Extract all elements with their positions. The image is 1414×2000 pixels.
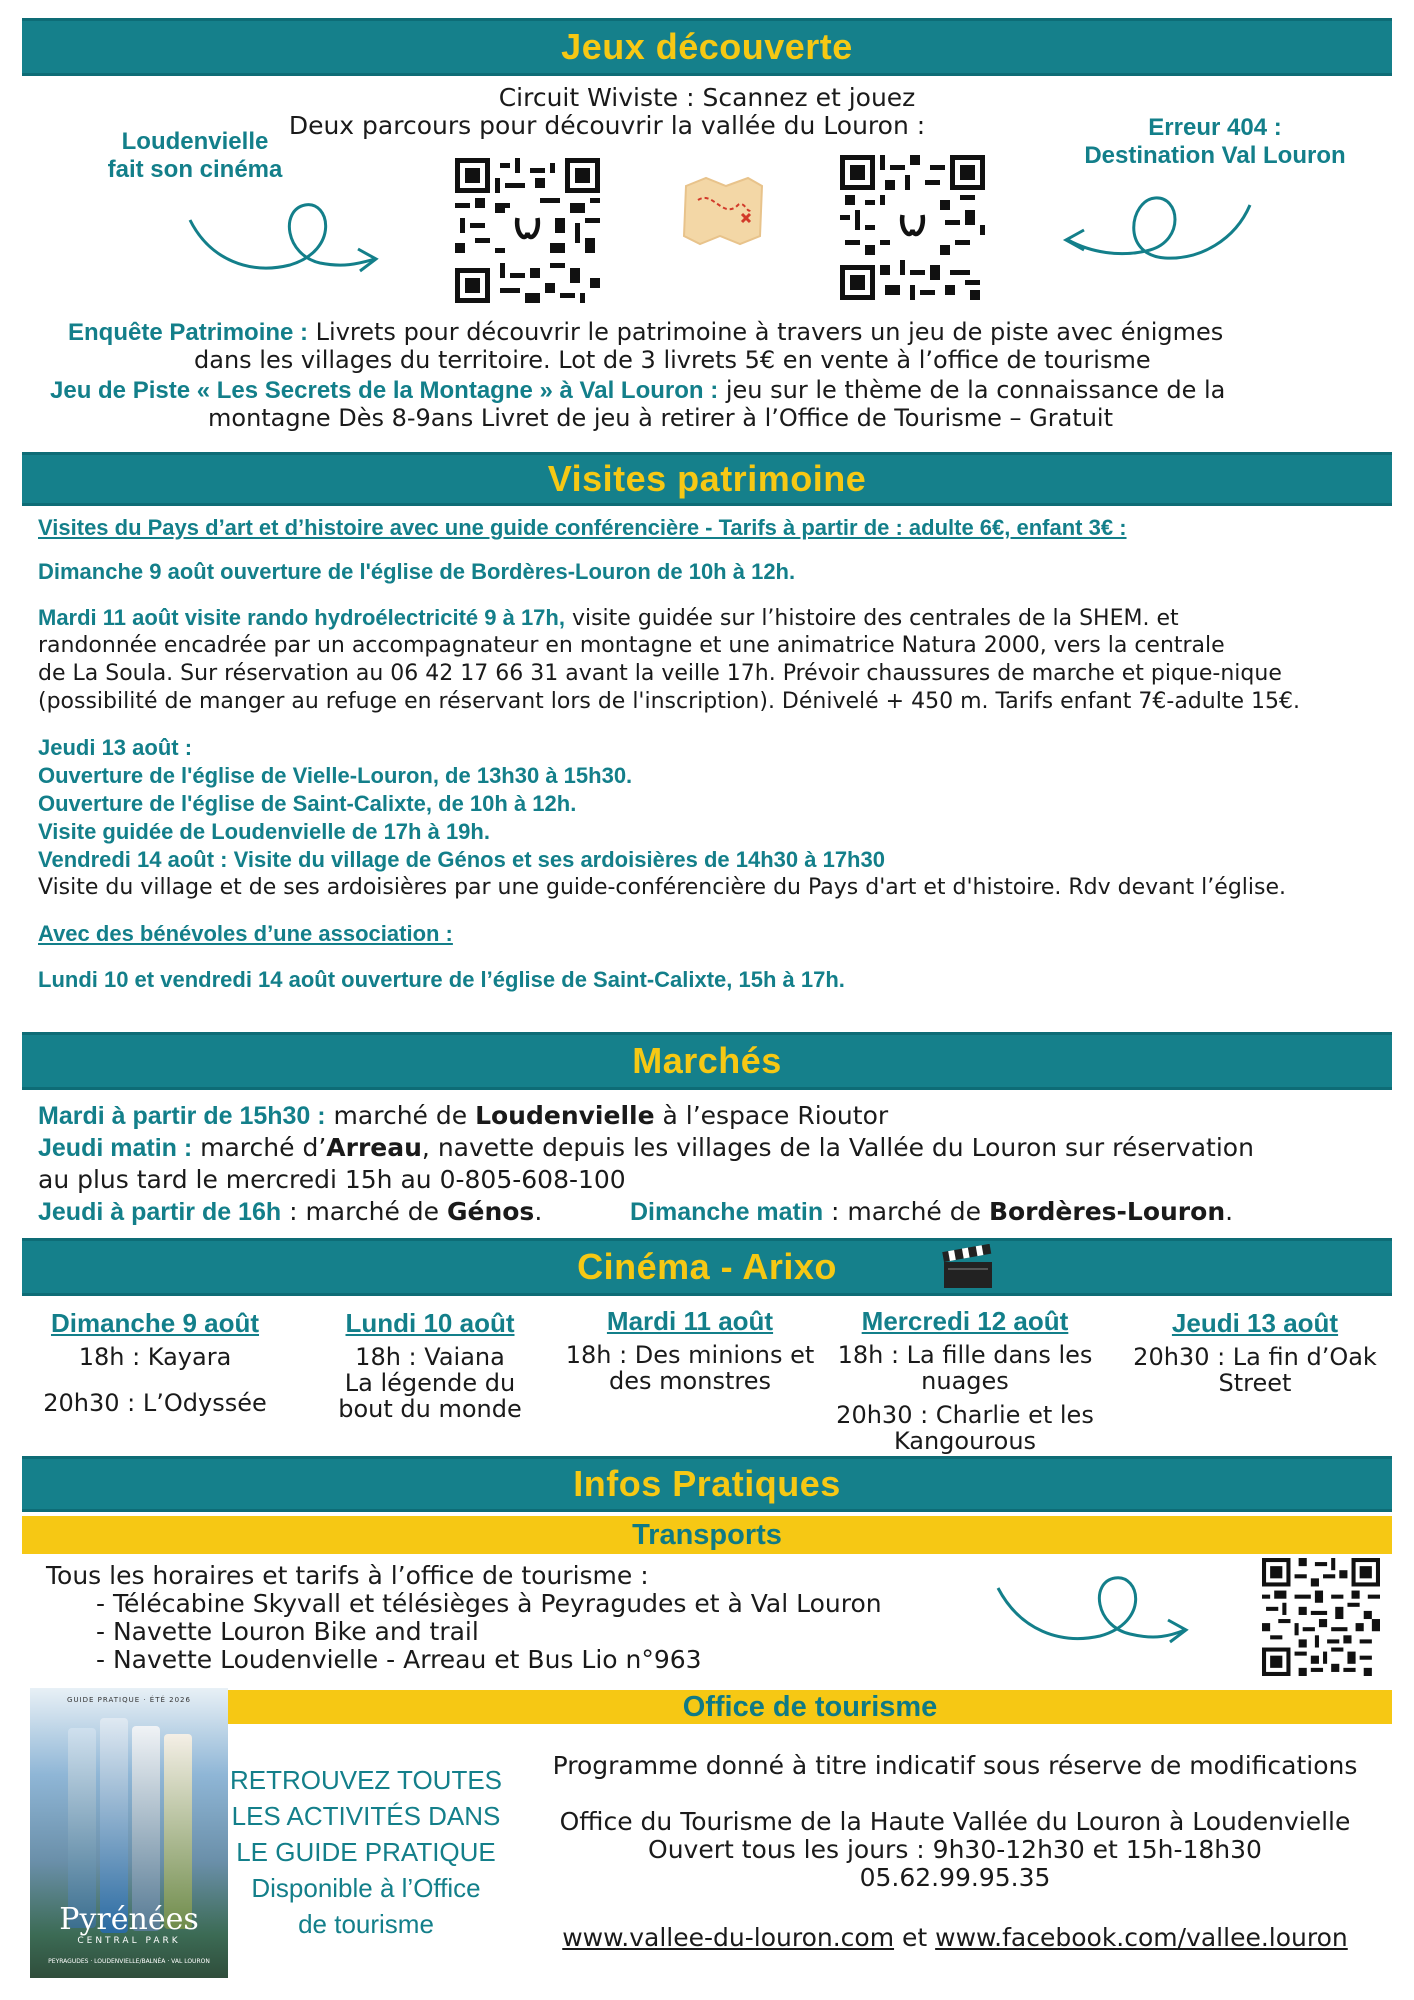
transports-item-2: - Navette Louron Bike and trail xyxy=(96,1617,479,1646)
subheader-transports: Transports xyxy=(22,1516,1392,1554)
benevoles-text: Lundi 10 et vendredi 14 août ouverture de l’église de Saint-Calixte, 15h à 17h. xyxy=(38,967,845,992)
office-hours: Ouvert tous les jours : 9h30-12h30 et 15h-18h30 xyxy=(648,1835,1262,1864)
office-name: Office du Tourisme de la Haute Vallée du Louron à Loudenvielle xyxy=(559,1807,1351,1836)
parcours-left-line2: fait son cinéma xyxy=(107,156,283,183)
section-title: Jeux découverte xyxy=(561,26,853,67)
section-header-visites xyxy=(22,452,1392,506)
cinema-day-dimanche: Dimanche 9 août 18h : Kayara 20h30 : L’Odyssée xyxy=(43,1308,267,1417)
swirl-arrow-left-icon xyxy=(1060,180,1260,275)
parcours-right-line2: Destination Val Louron xyxy=(1084,142,1346,169)
benevoles-label: Avec des bénévoles d’une association : xyxy=(38,921,453,946)
visite-mardi11-line2: randonnée encadrée par un accompagnateur en montagne et une animatrice Natura 2000, vers la centrale xyxy=(38,633,1225,658)
swirl-arrow-right-icon xyxy=(180,185,380,280)
visite-jeudi13-l2: Ouverture de l'église de Saint-Calixte, de 10h à 12h. xyxy=(38,791,577,816)
section-header-marches xyxy=(22,1032,1392,1090)
cinema-day-lundi: Lundi 10 août 18h : Vaiana La légende du bout du monde xyxy=(338,1308,522,1423)
cinema-day-mardi: Mardi 11 août 18h : Des minions et des monstres xyxy=(565,1306,815,1395)
section-title: Visites patrimoine xyxy=(547,458,867,499)
guide-text-l1: RETROUVEZ TOUTES xyxy=(229,1765,503,1795)
marche-mardi: Mardi à partir de 15h30 : marché de Loudenvielle à l’espace Rioutor xyxy=(38,1101,889,1130)
wiviste-line2: Deux parcours pour découvrir la vallée du Louron : xyxy=(288,111,926,140)
guide-cover-image: GUIDE PRATIQUE · ÉTÉ 2026 Pyrénées CENTRAL PARK PEYRAGUDES · LOUDENVIELLE/BALNÉA · VAL LOURON xyxy=(30,1688,228,1978)
subheader-office: Office de tourisme xyxy=(228,1690,1392,1724)
cinema-day-mercredi: Mercredi 12 août 18h : La fille dans les nuages 20h30 : Charlie et les Kangourous xyxy=(836,1306,1094,1455)
visite-jeudi13-l1: Ouverture de l'église de Vielle-Louron, de 13h30 à 15h30. xyxy=(38,763,633,788)
cover-panel xyxy=(132,1726,160,1931)
parcours-left-line1: Loudenvielle xyxy=(121,128,269,155)
guide-text-l5: de tourisme xyxy=(298,1909,434,1939)
visite-mardi11-line3: de La Soula. Sur réservation au 06 42 17 66 31 avant la veille 17h. Prévoir chaussures de marche et pique-nique xyxy=(38,661,1282,686)
cover-panel xyxy=(68,1728,96,1928)
qr-code-transports[interactable] xyxy=(1262,1558,1380,1676)
guide-text-l2: LES ACTIVITÉS DANS xyxy=(231,1801,501,1831)
marche-jeudi-matin: Jeudi matin : marché d’Arreau, navette depuis les villages de la Vallée du Louron sur réservation xyxy=(38,1133,1254,1162)
qr-code-erreur-404[interactable] xyxy=(840,155,985,300)
cover-panel xyxy=(164,1734,192,1929)
visite-jeudi13-l3: Visite guidée de Loudenvielle de 17h à 19h. xyxy=(38,819,490,844)
programme-note: Programme donné à titre indicatif sous réserve de modifications xyxy=(552,1751,1358,1780)
clapperboard-icon xyxy=(940,1244,996,1290)
enquete-line2: dans les villages du territoire. Lot de 3 livrets 5€ en vente à l’office de tourisme xyxy=(194,346,1151,374)
treasure-map-icon xyxy=(678,170,768,250)
visite-dimanche9: Dimanche 9 août ouverture de l'église de Bordères-Louron de 10h à 12h. xyxy=(38,559,796,584)
link-vallee-du-louron[interactable]: www.vallee-du-louron.com xyxy=(562,1923,895,1952)
link-facebook[interactable]: www.facebook.com/vallee.louron xyxy=(935,1923,1348,1952)
enquete-line1: Enquête Patrimoine : Livrets pour découvrir le patrimoine à travers un jeu de piste avec énigmes xyxy=(68,318,1224,346)
section-header-jeux xyxy=(22,18,1392,76)
section-title: Cinéma - Arixo xyxy=(577,1246,837,1287)
guide-text-l4: Disponible à l’Office xyxy=(251,1873,481,1903)
visites-intro: Visites du Pays d’art et d’histoire avec une guide conférencière - Tarifs à partir de : adulte 6€, enfant 3€ : xyxy=(38,515,1127,540)
section-title: Marchés xyxy=(632,1040,782,1081)
marche-jeudi-16h: Jeudi à partir de 16h : marché de Génos. xyxy=(38,1197,543,1226)
qr-code-loudenvielle[interactable] xyxy=(455,158,600,303)
visite-mardi11-line4: (possibilité de manger au refuge en réservant lors de l'inscription). Dénivelé + 450 m. Tarifs enfant 7€-adulte 15€. xyxy=(38,689,1300,714)
swirl-arrow-right-icon xyxy=(990,1560,1190,1650)
wiviste-line1: Circuit Wiviste : Scannez et jouez xyxy=(498,83,916,112)
visite-vendredi14-text: Visite du village et de ses ardoisières par une guide-conférencière du Pays d'art et d'histoire. Rdv devant l’église. xyxy=(38,875,1286,900)
guide-text-l3: LE GUIDE PRATIQUE xyxy=(236,1837,496,1867)
transports-intro: Tous les horaires et tarifs à l’office de tourisme : xyxy=(46,1561,649,1590)
transports-item-3: - Navette Loudenvielle - Arreau et Bus Lio n°963 xyxy=(96,1645,702,1674)
marche-jeudi-reservation: au plus tard le mercredi 15h au 0-805-608-100 xyxy=(38,1165,626,1194)
marche-dimanche: Dimanche matin : marché de Bordères-Louron. xyxy=(630,1197,1234,1226)
cinema-day-jeudi: Jeudi 13 août 20h30 : La fin d’Oak Street xyxy=(1133,1308,1377,1397)
parcours-right-line1: Erreur 404 : xyxy=(1148,114,1282,141)
piste-line2: montagne Dès 8-9ans Livret de jeu à retirer à l’Office de Tourisme – Gratuit xyxy=(208,404,1114,432)
visite-mardi11-line1: Mardi 11 août visite rando hydroélectricité 9 à 17h, visite guidée sur l’histoire des centrales de la SHEM. et xyxy=(38,605,1179,631)
piste-line1: Jeu de Piste « Les Secrets de la Montagne » à Val Louron : jeu sur le thème de la connaissance de la xyxy=(50,376,1226,404)
section-header-infos xyxy=(22,1456,1392,1512)
section-header-cinema xyxy=(22,1238,1392,1296)
office-links: www.vallee-du-louron.com et www.facebook.com/vallee.louron xyxy=(562,1923,1348,1952)
visite-jeudi13-label: Jeudi 13 août : xyxy=(38,735,193,760)
office-phone: 05.62.99.95.35 xyxy=(859,1863,1051,1892)
cover-panel xyxy=(100,1718,128,1933)
transports-item-1: - Télécabine Skyvall et télésièges à Peyragudes et à Val Louron xyxy=(96,1589,882,1618)
section-title: Infos Pratiques xyxy=(573,1463,841,1504)
visite-vendredi14-label: Vendredi 14 août : Visite du village de Génos et ses ardoisières de 14h30 à 17h30 xyxy=(38,847,885,872)
